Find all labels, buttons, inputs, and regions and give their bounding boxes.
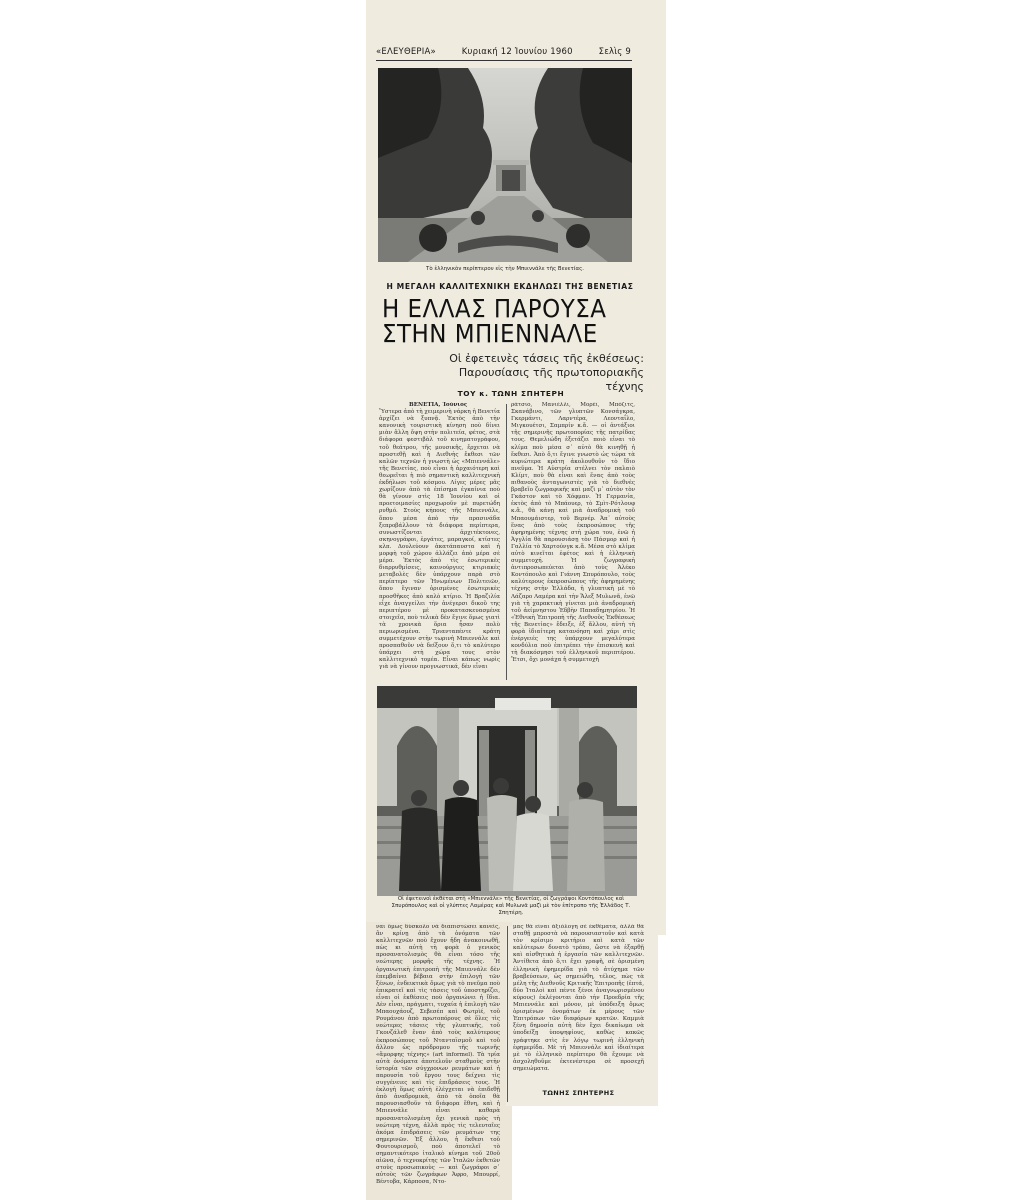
column-1-text: Ὕστερα ἀπὸ τὴ χειμερινὴ νάρκη ἡ Βενετία ἀρχίζει νὰ ξυπνᾷ. Ἐκτὸς ἀπὸ τὴν κανονικὴ τουριστικὴ κίνηση ποὺ δίνει μιὰν ἄλλη ὄψη στὴν πολιτεία, φέτος, στὰ διάφορα φεστιβὰλ τοῦ κινηματογράφου, τοῦ θεάτρου, τῆς μουσικῆς, ἔρχεται νὰ προστεθῇ καὶ ἡ Διεθνὴς ἔκθεσι τῶν καλῶν τεχνῶν ἡ γνωστὴ ὡς «Μπιεννάλε» τῆς Βενετίας, ποὺ εἶναι ἡ ἀρχαιότερη καὶ θεωρεῖται ἡ πιὸ σημαντικὴ καλλιτεχνικὴ ἐκδήλωσι τοῦ κόσμου. Λίγες μέρες μᾶς χωρίζουν ἀπὸ τὰ ἐπίσημα ἐγκαίνια ποὺ θὰ γίνουν στὶς 18 Ἰουνίου καὶ οἱ προετοιμασίες προχωροῦν μὲ πυρετώδη ρυθμό. Στοὺς κήπους τῆς Μπιεννάλε, ὅπου μέσα ἀπὸ τὴν πρασινάδα ξεπροβάλλουν τὰ διάφορα περίπτερα, συνωστίζονται ἀρχιτέκτονες, σκηνογράφοι, ἐργάτες, μαραγκοί, κτίστες κλπ. Δουλεύουν ἀκατάπαυστα καὶ ἡ μορφὴ τοῦ χώρου ἀλλάζει ἀπὸ μέρα σὲ μέρα. Ἐκτὸς ἀπὸ τὶς ἐσωτερικὲς διαρρυθμίσεις, καινούργιες κτιριακὲς μεταβολὲς δὲν ὑπάρχουν παρὰ στὸ περίπτερο τῶν Ἡνωμένων Πολιτειῶν, ὅπου ἔγιναν ὁρισμένες ἐσωτερικὲς προσθῆκες ἀπὸ καλὸ κτίριο. Ἡ Βραζιλία εἶχε ἀναγγείλει τὴν ἀνέγερσι δικοῦ της περιπτέρου μὲ προκατασκευασμένα στοιχεῖα, ποὺ τελικὰ δὲν ἔγινε ὅμως γιατὶ τὰ χρονικὰ ὅρια ἦσαν πολὺ περιωρισμένα. Τριανταπέντε κράτη συμμετέχουν στὴν τωρινὴ Μπιεννάλε καὶ προσπαθοῦν νὰ δείξουν ὅ,τι τὸ καλύτερο ὑπάρχει στὴ χώρα τους στὸν καλλιτεχνικὸ τομέα. Εἶναι κάπως νωρὶς γιὰ νὰ γίνουν προγνωστικά, δὲν εἶναι [379, 409, 500, 671]
article-column-1 [379, 402, 500, 682]
masthead [376, 45, 631, 59]
column-divider-lower [507, 926, 508, 1102]
group-photo-caption: Οἱ ἐφετεινοὶ ἐκθέται στὴ «Μπιεννάλε» τῆς Βενετίας, οἱ ζωγράφοι Κοντόπουλος καὶ Σπυρόπουλος καὶ οἱ γλύπτες Λαμέρας καὶ Μυλωνᾶ μαζὶ μὲ τὸν ἐπίτροπο τῆς Ἑλλάδος Τ. Σπητέρη. [391, 896, 631, 916]
author-signature: ΤΩΝΗΣ ΣΠΗΤΕΡΗΣ [542, 1089, 615, 1097]
article-byline: ΤΟΥ κ. ΤΩΝΗ ΣΠΗΤΕΡΗ [457, 389, 565, 398]
issue-date: Κυριακή 12 Ἰουνίου 1960 [461, 47, 573, 57]
article-kicker: Η ΜΕΓΑΛΗ ΚΑΛΛΙΤΕΧΝΙΚΗ ΕΚΔΗΛΩΣΙ ΤΗΣ ΒΕΝΕΤΙΑΣ [386, 282, 634, 291]
page-number: Σελὶς 9 [598, 47, 631, 57]
column-divider [506, 404, 507, 680]
article-column-2: ράτσιο, Μανιέλλι, Μορέϊ, Μπὸζιτς, Σκανάβινο, τῶν γλυπτῶν Κονσάγκρα, Γκερμάντι, Λαρντέρα, Λεονταΐλο, Μιγκουέτσι, Σαμπρίν κ.ἄ. — οἱ ἀντάξιοι τῆς σημερινῆς πρωτοπορίας τῆς πατρίδας τους. Θεμελιώδη ἐξετάζει ποιὸ εἶναι τὸ κλίμα ποὺ μέσα σ᾽ αὐτὸ θὰ κινηθῇ ἡ ἔκθεσι. Ἀπὸ ὅ,τι ἔγινε γνωστὸ ὡς τώρα τὰ κυριώτερα κράτη ἀκολουθοῦν τὸ ἴδιο πνεῦμα. Ἡ Αὐστρία στέλνει τὸν παλαιὸ Κλίμτ, ποὺ θὰ εἶναι καὶ ἕνας ἀπὸ τοὺς πιθανοὺς ἀνταγωνιστὲς γιὰ τὸ διεθνὲς βραβεῖο ζωγραφικῆς καὶ μαζὶ μ᾽ αὐτὸν τὸν Γκάστον καὶ τὸ Χόφμαν. Ἡ Γερμανία, ἐκτὸς ἀπὸ τὸ Μπάουερ, τὸ Σμὶτ-Ρότλουφ κ.ἄ., θὰ κάνῃ καὶ μιὰ ἀναδρομικὴ τοῦ Μπαουμάιστερ, τοῦ Βερνέρ. Ἀπ᾽ αὐτοὺς ἕνας ἀπὸ τοὺς ἐκπροσώπους τῆς ἀφηρημένης τέχνης στὴ χώρα του, ἐνῶ ἡ Ἀγγλία θὰ παρουσιάσῃ τὸν Πάσμορ καὶ ἡ Γαλλία τὸ Χαρτούνγκ κ.ἄ. Μέσα στὸ κλίμα αὐτὸ κινεῖται ἐφέτος καὶ ἡ ἑλληνικὴ συμμετοχή. Ἡ ζωγραφικὴ ἀντιπροσωπεύεται ἀπὸ τοὺς Ἀλέκο Κοντόπουλο καὶ Γιάννη Σπυρόπουλο, τοὺς καλύτερους ἐκπροσώπους τῆς ἀφηρημένης τέχνης στὴν Ἑλλάδα, ἡ γλυπτικὴ μὲ τὸ Λάζαρο Λαμέρα καὶ τὴν Ἄλεξ Μυλωνᾶ, ἐνῶ γιὰ τὴ χαρακτικὴ γίνεται μιὰ ἀναδρομικὴ τοῦ ἀείμνηστου Ἐδβὴν Παπαδημητρίου. Ἡ «Ἐθνικὴ Ἐπιτροπὴ τῆς Διεθνοῦς Ἐκθέσεως τῆς Βενετίας» ἔδειξε, ἐξ ἄλλου, αὐτὴ τὴ φορὰ ἰδιαίτερη κατανόηση καὶ χάρι στὶς ἐνέργειές της ὑπάρχουν μεγαλύτερα κονδύλια ποὺ ἐπιτρέπει τὴν ἐπισκευὴ καὶ τὴ διακόσμησι τοῦ ἑλληνικοῦ περιπτέρου. Ἔτσι, ὄχι μονάχα ἡ συμμετοχὴ [511, 402, 635, 664]
article-column-3: ναι ὅμως δύσκολο νὰ διαπιστώσει κανείς, ἂν κρίνῃ ἀπὸ τὰ ὀνόματα τῶν καλλιτεχνῶν ποὺ ἔχουν ἤδη ἀνακοινωθῆ, πὼς κι αὐτὴ τὴ φορὰ ὁ γενικὸς προσανατολισμὸς θὰ εἶναι τόσο τῆς νεώτερης μορφῆς τῆς τέχνης. Ἡ ὀργανωτικὴ ἐπιτροπὴ τῆς Μπιεννάλε δὲν ἐπεμβαίνει βέβαια στὴν ἐπιλογὴ τῶν ξένων, ἐνδεικτικὰ ὅμως γιὰ τὸ πνεῦμα ποὺ ἐπικρατεῖ καὶ τὶς τάσεις τοῦ ὑποστηρίζει, εἶναι οἱ ἐκθέσεις ποὺ ὀργανώνει ἡ ἴδια. Δὲν εἶναι, πράγματι, τυχαία ἡ ἐπιλογὴ τῶν Μπαουχάουζ, Σεβεσέπ καὶ Φωτρὶέ, τοῦ Ρουμάνου ἀπὸ πρωτοπόρους σὲ ὅλες τὶς νεώτερες τάσεις τῆς γλυπτικῆς, τοῦ Γκονζάλεθ ἕναν ἀπὸ τοὺς καλύτερους ἐκπροσώπους τοῦ Ντανταϊσμοῦ καὶ τοῦ ἄλλου ὡς πρόδρομου τῆς τωρινῆς «ἄμορφης τέχνης» (art informel). Τὰ τρία αὐτὰ ὀνόματα ἀποτελοῦν σταθμοὺς στὴν ἱστορία τῶν σύγχρονων ρευμάτων καὶ ἡ παρουσία τοῦ ἔργου τους δείχνει τὶς συγγένειες καὶ τὶς ἐπιδράσεις τους. Ἡ ἐκλογὴ ὅμως αὐτὴ ἐλέγχεται νὰ ἐπιδεθῇ ἀπὸ ἀναδρομικὰ, ἀπὸ τὰ ὁποῖα θὰ παρουσιασθοῦν τὰ διάφορα ἔθνη, καὶ ἡ Μπιεννάλε εἶναι καθαρὰ προσανατολισμένη ὄχι γενικὰ πρὸς τὴ νεώτερη τέχνη, ἀλλὰ πρὸς τὶς τελευταῖες ἀκόμα ἐπιδράσεις τῶν ρευμάτων της σημερινῶν. Ἐξ ἄλλου, ἡ ἔκθεσι τοῦ Φουτουρισμοῦ, ποὺ ἀποτελεῖ τὸ σημαντικότερο ἰταλικὸ κίνημα τοῦ 20οῦ αἰῶνα, ὁ τεχνοκρίτης τῶν Ἰταλῶν ἐκθετῶν στοὺς προσωπικοὺς — καὶ ζωγράφοι σ᾽ αὐτοὺς τῶν ζωγράφων Ἀφρο, Μπουρρί, Βέντοβα, Κάρποσα, Ντο- [376, 924, 500, 1186]
group-photo [377, 686, 637, 896]
headline-line-1: Η ΕΛΛΑΣ ΠΑΡΟΥΣΑ [382, 294, 607, 323]
article-dateline: ΒΕΝΕΤΙΑ, Ἰούνιος [409, 402, 468, 408]
article-subhead: Οἱ ἐφετεινὲς τάσεις τῆς ἐκθέσεως: Παρουσίασις τῆς πρωτοποριακῆς τέχνης [449, 352, 644, 393]
newspaper-name: «ΕΛΕΥΘΕΡΙΑ» [376, 47, 436, 57]
pavilion-photo [378, 68, 632, 262]
article-column-4: μας θὰ εἶναι ἀξιόλογη σὲ ἐκθέματα, ἀλλὰ θὰ σταθῇ μπροστὰ νὰ παρουσιαστοῦν καὶ κατὰ τὸν κρίσιμο κριτήριο καὶ κατὰ τῶν καλύτερων δυνατὸ τρόπο, ὥστε νὰ ἐξαρθῇ καὶ αἰσθητικὰ ἡ ἐργασία τῶν καλλιτεχνῶν. Ἀντίθετα ἀπὸ ὅ,τι ἔχει γραφῆ, σὲ ὁρισμένη ἑλληνικὴ ἐφημερίδα γιὰ τὸ ἀτύχημα τῶν βραβεύσεων, ὡς σημειώθη, τέλος, πὼς τὰ μέλη τῆς Διεθνοῦς Κριτικῆς Ἐπιτροπῆς (ἑπτά, δύο Ἰταλοὶ καὶ πέντε ξένοι ἀναγνωρισμένου κύρους) ἐκλέγονται ἀπὸ τὴν Προεδρία τῆς Μπιεννάλε καὶ μόνον, μὲ ὑπόδειξη ὅμως ὁρισμένων ὀνομάτων ἐκ μέρους τῶν Ἐπιτρόπων τῶν διαφόρων κρατῶν. Καμμιὰ ξένη δημοσία αὐτὴ δὲν ἔχει δικαίωμα νὰ ὑποδείξῃ ὑποψηφίους, καθὼς κακῶς γράφτηκε στὶς ἐν λόγῳ τωρινὴ ἑλληνικὴ ἐφημερίδα. Μὲ τὴ Μπιεννάλε καὶ ἰδιαίτερα μὲ τὸ ἑλληνικὸ περίπτερο θὰ ἔχουμε νὰ ἀσχοληθοῦμε ἐκτενέστερα σὲ προσεχῆ σημειώματα. [513, 924, 644, 1072]
pavilion-photo-caption: Τὸ ἑλληνικὸν περίπτερον εἰς τὴν Μπιεννάλε τῆς Βενετίας. [426, 266, 584, 272]
article-headline [382, 296, 630, 346]
headline-line-2: ΣΤΗΝ ΜΠΙΕΝΝΑΛΕ [382, 319, 598, 348]
masthead-rule [376, 60, 632, 61]
